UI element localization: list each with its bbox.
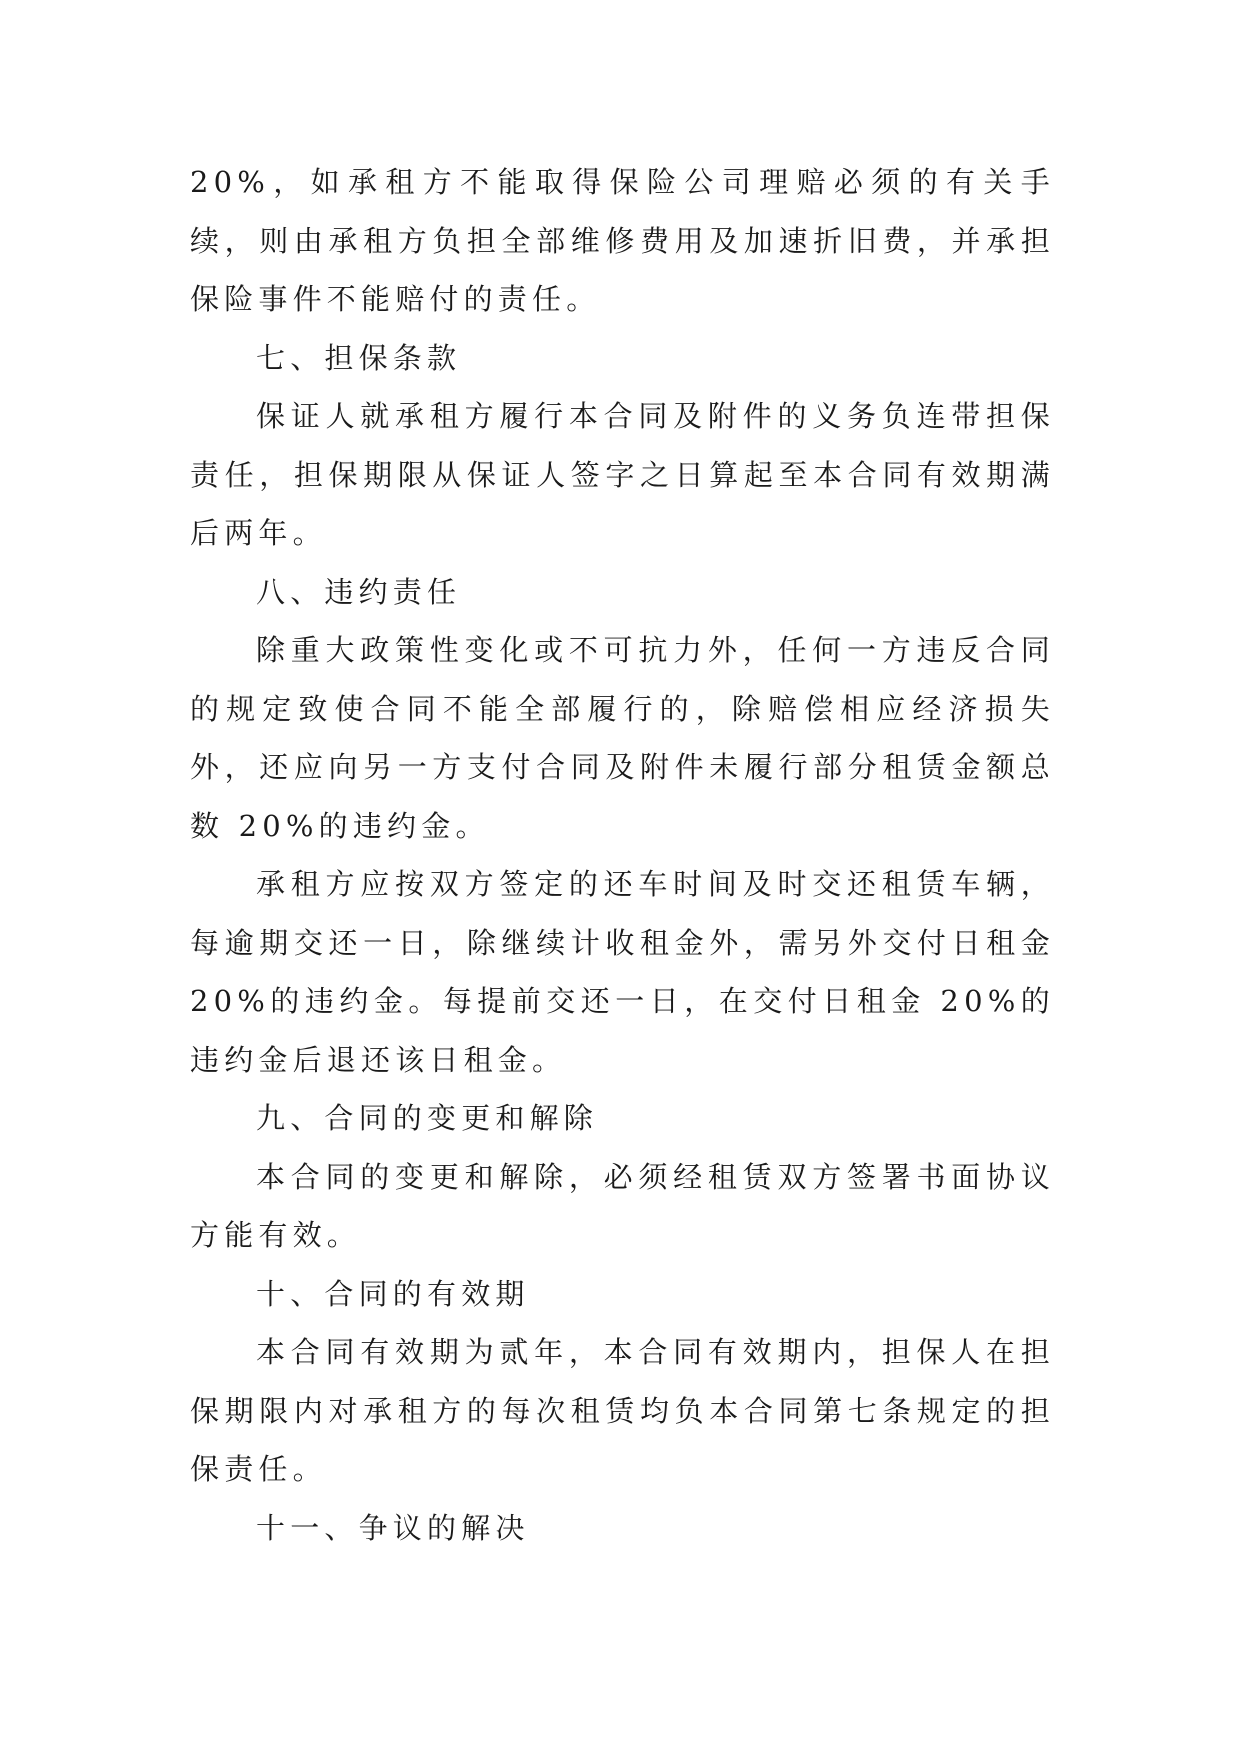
paragraph-validity: 本合同有效期为贰年，本合同有效期内，担保人在担保期限内对承租方的每次租赁均负本合同第七条规定的担保责任。: [190, 1335, 1055, 1486]
paragraph-continuation: 20%，如承租方不能取得保险公司理赔必须的有关手续，则由承租方负担全部维修费用及加速折旧费，并承担保险事件不能赔付的责任。: [190, 165, 1055, 316]
section-heading-breach: 八、违约责任: [256, 574, 462, 609]
section-heading-guarantee: 七、担保条款: [256, 340, 462, 375]
document-page: [190, 153, 1055, 1557]
section-heading-dispute: 十一、争议的解决: [256, 1510, 530, 1545]
section-heading-validity: 十、合同的有效期: [256, 1276, 530, 1311]
paragraph-breach-return: 承租方应按双方签定的还车时间及时交还租赁车辆，每逾期交还一日，除继续计收租金外，需另外交付日租金 20%的违约金。每提前交还一日，在交付日租金 20%的违约金后退还该日租金。: [190, 867, 1055, 1077]
paragraph-guarantee: 保证人就承租方履行本合同及附件的义务负连带担保责任，担保期限从保证人签字之日算起至本合同有效期满后两年。: [190, 399, 1055, 550]
paragraph-amendment: 本合同的变更和解除，必须经租赁双方签署书面协议方能有效。: [190, 1159, 1055, 1252]
section-heading-amendment: 九、合同的变更和解除: [256, 1101, 599, 1135]
paragraph-breach-general: 除重大政策性变化或不可抗力外，任何一方违反合同的规定致使合同不能全部履行的，除赔偿相应经济损失外，还应向另一方支付合同及附件未履行部分租赁金额总数 20%的违约金。: [190, 633, 1055, 843]
